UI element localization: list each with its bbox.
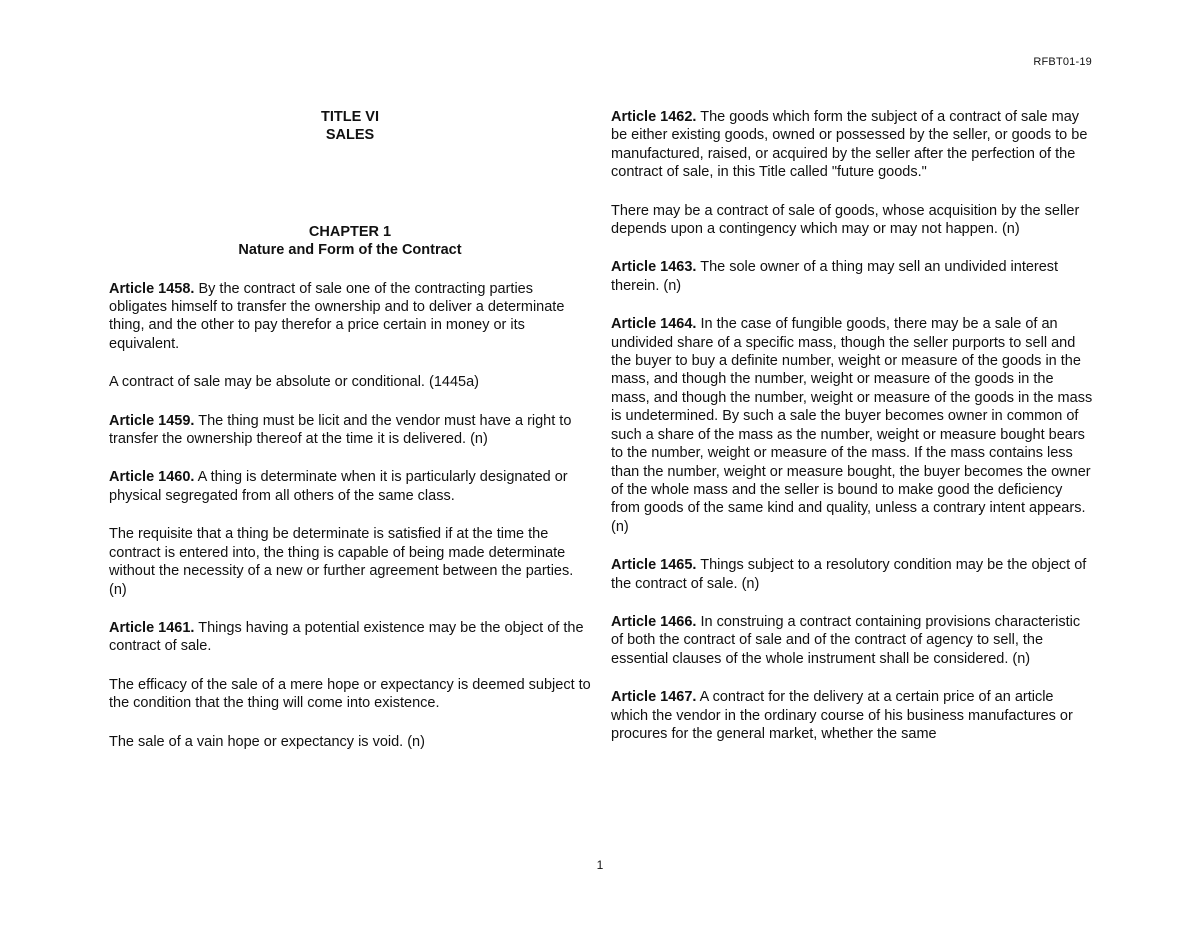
article-text: By the contract of sale one of the contracting parties obligates himself to transfer the ownership and to deliver a determinate thing, and the other to pay therefor a price certain in money or its equivalent. (109, 280, 565, 352)
article-label: Article 1459. (109, 412, 195, 429)
paragraph (109, 468, 591, 505)
article-label: Article 1462. (611, 109, 697, 125)
page-number: 1 (596, 858, 604, 872)
paragraph (109, 525, 591, 599)
paragraph (611, 688, 1093, 743)
article-text: The thing must be licit and the vendor must have a right to transfer the ownership thereof at the time it is delivered. (n) (109, 412, 572, 448)
title-subline: SALES (325, 127, 375, 144)
article-text: Things subject to a resolutory condition may be the object of the contract of sale. (n) (611, 557, 1087, 592)
paragraph (109, 280, 591, 354)
article-label: Article 1458. (109, 280, 195, 297)
chapter-number: CHAPTER 1 (308, 223, 392, 240)
article-text: Things having a potential existence may be the object of the contract of sale. (109, 619, 584, 655)
article-text: In the case of fungible goods, there may be a sale of an undivided share of a specific mass, though the seller purports to sell and the buyer to buy a definite number, weight or measure of the goods in the mass, and though the number, weight or measure of the goods in the mass, and though the number, weight or measure of the goods in the mass is undetermined. By such a sale the buyer becomes owner in common of such a share of the mass as the number, weight or measure bought bears to the number, weight or measure of the mass. If the mass contains less than the number, weight or measure bought, the buyer becomes the owner of the whole mass and the seller is bound to make good the deficiency from goods of the same kind and quality, unless a contrary intent appears. (n) (611, 316, 1093, 535)
paragraph (109, 733, 591, 751)
article-label: Article 1460. (109, 469, 195, 486)
paragraph (611, 202, 1093, 239)
page-header-code: RFBT01-19 (1033, 56, 1092, 68)
article-text: In construing a contract containing provisions characteristic of both the contract of sale and of the contract of agency to sell, the essential clauses of the whole instrument shall be considered. (n) (611, 613, 1081, 667)
chapter-title: Nature and Form of the Contract (238, 242, 462, 259)
title-line: TITLE VI (321, 109, 379, 125)
article-label: Article 1467. (611, 689, 697, 706)
paragraph (109, 412, 591, 449)
paragraph (611, 258, 1093, 295)
article-label: Article 1466. (611, 613, 697, 630)
article-text: The goods which form the subject of a contract of sale may be either existing goods, owned or possessed by the seller, or goods to be manufactured, raised, or acquired by the seller after the perfection of the contract of sale, in this Title called "future goods." (611, 109, 1088, 181)
paragraph (109, 676, 591, 713)
paragraph (611, 613, 1093, 668)
paragraph (611, 315, 1093, 536)
title-heading (109, 108, 591, 145)
chapter-heading (109, 223, 591, 260)
article-text: The efficacy of the sale of a mere hope or expectancy is deemed subject to the condition that the thing will come into existence. (109, 676, 591, 712)
left-column (109, 108, 591, 771)
paragraph (109, 619, 591, 656)
paragraph (611, 108, 1093, 182)
paragraph (109, 373, 591, 391)
article-text: A contract for the delivery at a certain price of an article which the vendor in the ordinary course of his business manufactures or procures for the general market, whether the same (611, 689, 1073, 742)
article-label: Article 1464. (611, 316, 697, 333)
article-label: Article 1465. (611, 557, 697, 574)
article-text: The requisite that a thing be determinate is satisfied if at the time the contract is entered into, the thing is capable of being made determinate without the necessity of a new or further agreement between the parties. (n) (109, 526, 574, 598)
article-text: A contract of sale may be absolute or conditional. (1445a) (109, 374, 479, 391)
article-text: The sole owner of a thing may sell an undivided interest therein. (n) (611, 259, 1059, 294)
article-label: Article 1461. (109, 619, 195, 636)
article-label: Article 1463. (611, 259, 697, 276)
article-text: The sale of a vain hope or expectancy is void. (n) (109, 733, 425, 750)
right-column (611, 108, 1093, 763)
paragraph (611, 556, 1093, 593)
article-text: A thing is determinate when it is particularly designated or physical segregated from all others of the same class. (109, 469, 568, 504)
article-text: There may be a contract of sale of goods, whose acquisition by the seller depends upon a contingency which may or may not happen. (n) (611, 202, 1080, 238)
